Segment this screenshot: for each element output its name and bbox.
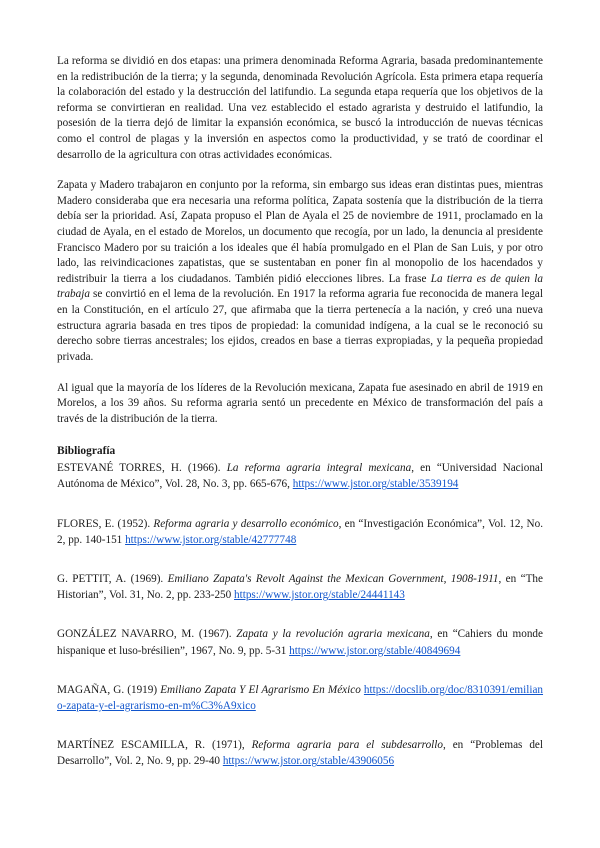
ref-details: , en “The Historian”, Vol. 31, No. 2, pp. 233-250: [57, 573, 543, 602]
ref-link[interactable]: https://www.jstor.org/stable/40849694: [289, 644, 461, 657]
bibliography-entry: [57, 571, 543, 603]
paragraph-text: Zapata y Madero trabajaron en conjunto por la reforma, sin embargo sus ideas eran distintas pues, mientras Madero consideraba que era necesaria una reforma política, Zapata sostenía que la distribución de la tierra debía ser la prioridad. Así, Zapata propuso el Plan de Ayala el 25 de noviembre de 1911, proclamado en la ciudad de Ayala, en el estado de Morelos, un documento que recogía, por un lado, la denuncia al presidente Francisco Madero por su traición a los ideales que él había promulgado en el Plan de San Luis, y por otro lado, las reivindicaciones zapatistas, que se sustentaban en poner fin al monopolio de los hacendados y redistribuir la tierra a los ciudadanos. También pidió elecciones libres. La frase: [57, 179, 543, 285]
bibliography-entry: [57, 460, 543, 492]
motto-quote: La tierra es de quien la trabaja: [57, 272, 543, 301]
ref-details: , en “Universidad Nacional Autónoma de México”, Vol. 28, No. 3, pp. 665-676,: [57, 462, 544, 491]
paragraph-zapata-madero: [57, 178, 543, 365]
ref-link[interactable]: https://www.jstor.org/stable/3539194: [292, 478, 459, 491]
ref-link[interactable]: https://docslib.org/doc/8310391/emiliano-zapata-y-el-agrarismo-en-m%C3%A9xico: [57, 683, 544, 713]
bibliography-entry: [57, 682, 543, 714]
ref-title: Zapata y la revolución agraria mexicana: [236, 628, 430, 641]
ref-author: MARTÍNEZ ESCAMILLA, R. (1971),: [57, 739, 252, 752]
ref-details: , en “Cahiers du monde hispanique et luso-brésilien”, 1967, No. 9, pp. 5-31: [57, 628, 543, 657]
ref-title: Emiliano Zapata's Revolt Against the Mexican Government, 1908-1911: [167, 573, 499, 586]
ref-link[interactable]: https://www.jstor.org/stable/24441143: [234, 589, 405, 602]
bibliography-entry: [57, 737, 543, 769]
ref-author: MAGAÑA, G. (1919): [57, 683, 161, 696]
ref-title: Reforma agraria para el subdesarrollo: [251, 739, 443, 752]
ref-link[interactable]: https://www.jstor.org/stable/43906056: [222, 755, 395, 768]
ref-details: , en “Problemas del Desarrollo”, Vol. 2, No. 9, pp. 29-40: [57, 739, 543, 768]
ref-details: , en “Investigación Económica”, Vol. 12, No. 2, pp. 140-151: [57, 517, 543, 546]
document-page: [57, 54, 543, 793]
bibliography-entry: [57, 626, 543, 658]
paragraph-reform-stages: La reforma se dividió en dos etapas: una primera denominada Reforma Agraria, basada predominantemente en la redistribución de la tierra; y la segunda, denominada Revolución Agrícola. Esta primera etapa requería la colaboración del estado y la destrucción del latifundio. La segunda etapa requería que los objetivos de la reforma se convirtieran en realidad. Una vez establecido el estado agrarista y destruido el latifundio, la posesión de la tierra dejó de limitar la expansión económica, se buscó la introducción de nuevas técnicas como el control de plagas y la inversión en aspectos como la productividad, y se trató de coordinar el desarrollo de la agricultura con otras actividades económicas.: [57, 55, 543, 161]
ref-author: GONZÁLEZ NAVARRO, M. (1967).: [57, 628, 237, 641]
ref-title: Emiliano Zapata Y El Agrarismo En México: [160, 683, 361, 696]
bibliography-heading: Bibliografía: [57, 444, 116, 457]
paragraph-text: se convirtió en el lema de la revolución. En 1917 la reforma agraria fue reconocida de manera legal en la Constitución, en el artículo 27, que afirmaba que la tierra pertenecía a la nación, y creó una nueva estructura agraria basada en tres tipos de propiedad: la comunidad indígena, a la cual se le reconoció su derecho sobre tierras ancestrales; los ejidos, creados en base a tierras expropiadas, y la pequeña propiedad privada.: [57, 288, 543, 363]
ref-link[interactable]: https://www.jstor.org/stable/42777748: [125, 533, 297, 546]
ref-title: Reforma agraria y desarrollo económico: [153, 517, 339, 530]
bibliography-entry: [57, 516, 543, 548]
ref-title: La reforma agraria integral mexicana: [226, 462, 412, 475]
ref-author: ESTEVANÉ TORRES, H. (1966).: [57, 462, 227, 475]
ref-author: FLORES, E. (1952).: [57, 517, 154, 530]
paragraph-zapata-death: Al igual que la mayoría de los líderes de la Revolución mexicana, Zapata fue asesinado en abril de 1919 en Morelos, a los 39 años. Su reforma agraria sentó un precedente en México de transformación del país a través de la distribución de la tierra.: [57, 381, 543, 426]
ref-author: G. PETTIT, A. (1969).: [57, 573, 168, 586]
